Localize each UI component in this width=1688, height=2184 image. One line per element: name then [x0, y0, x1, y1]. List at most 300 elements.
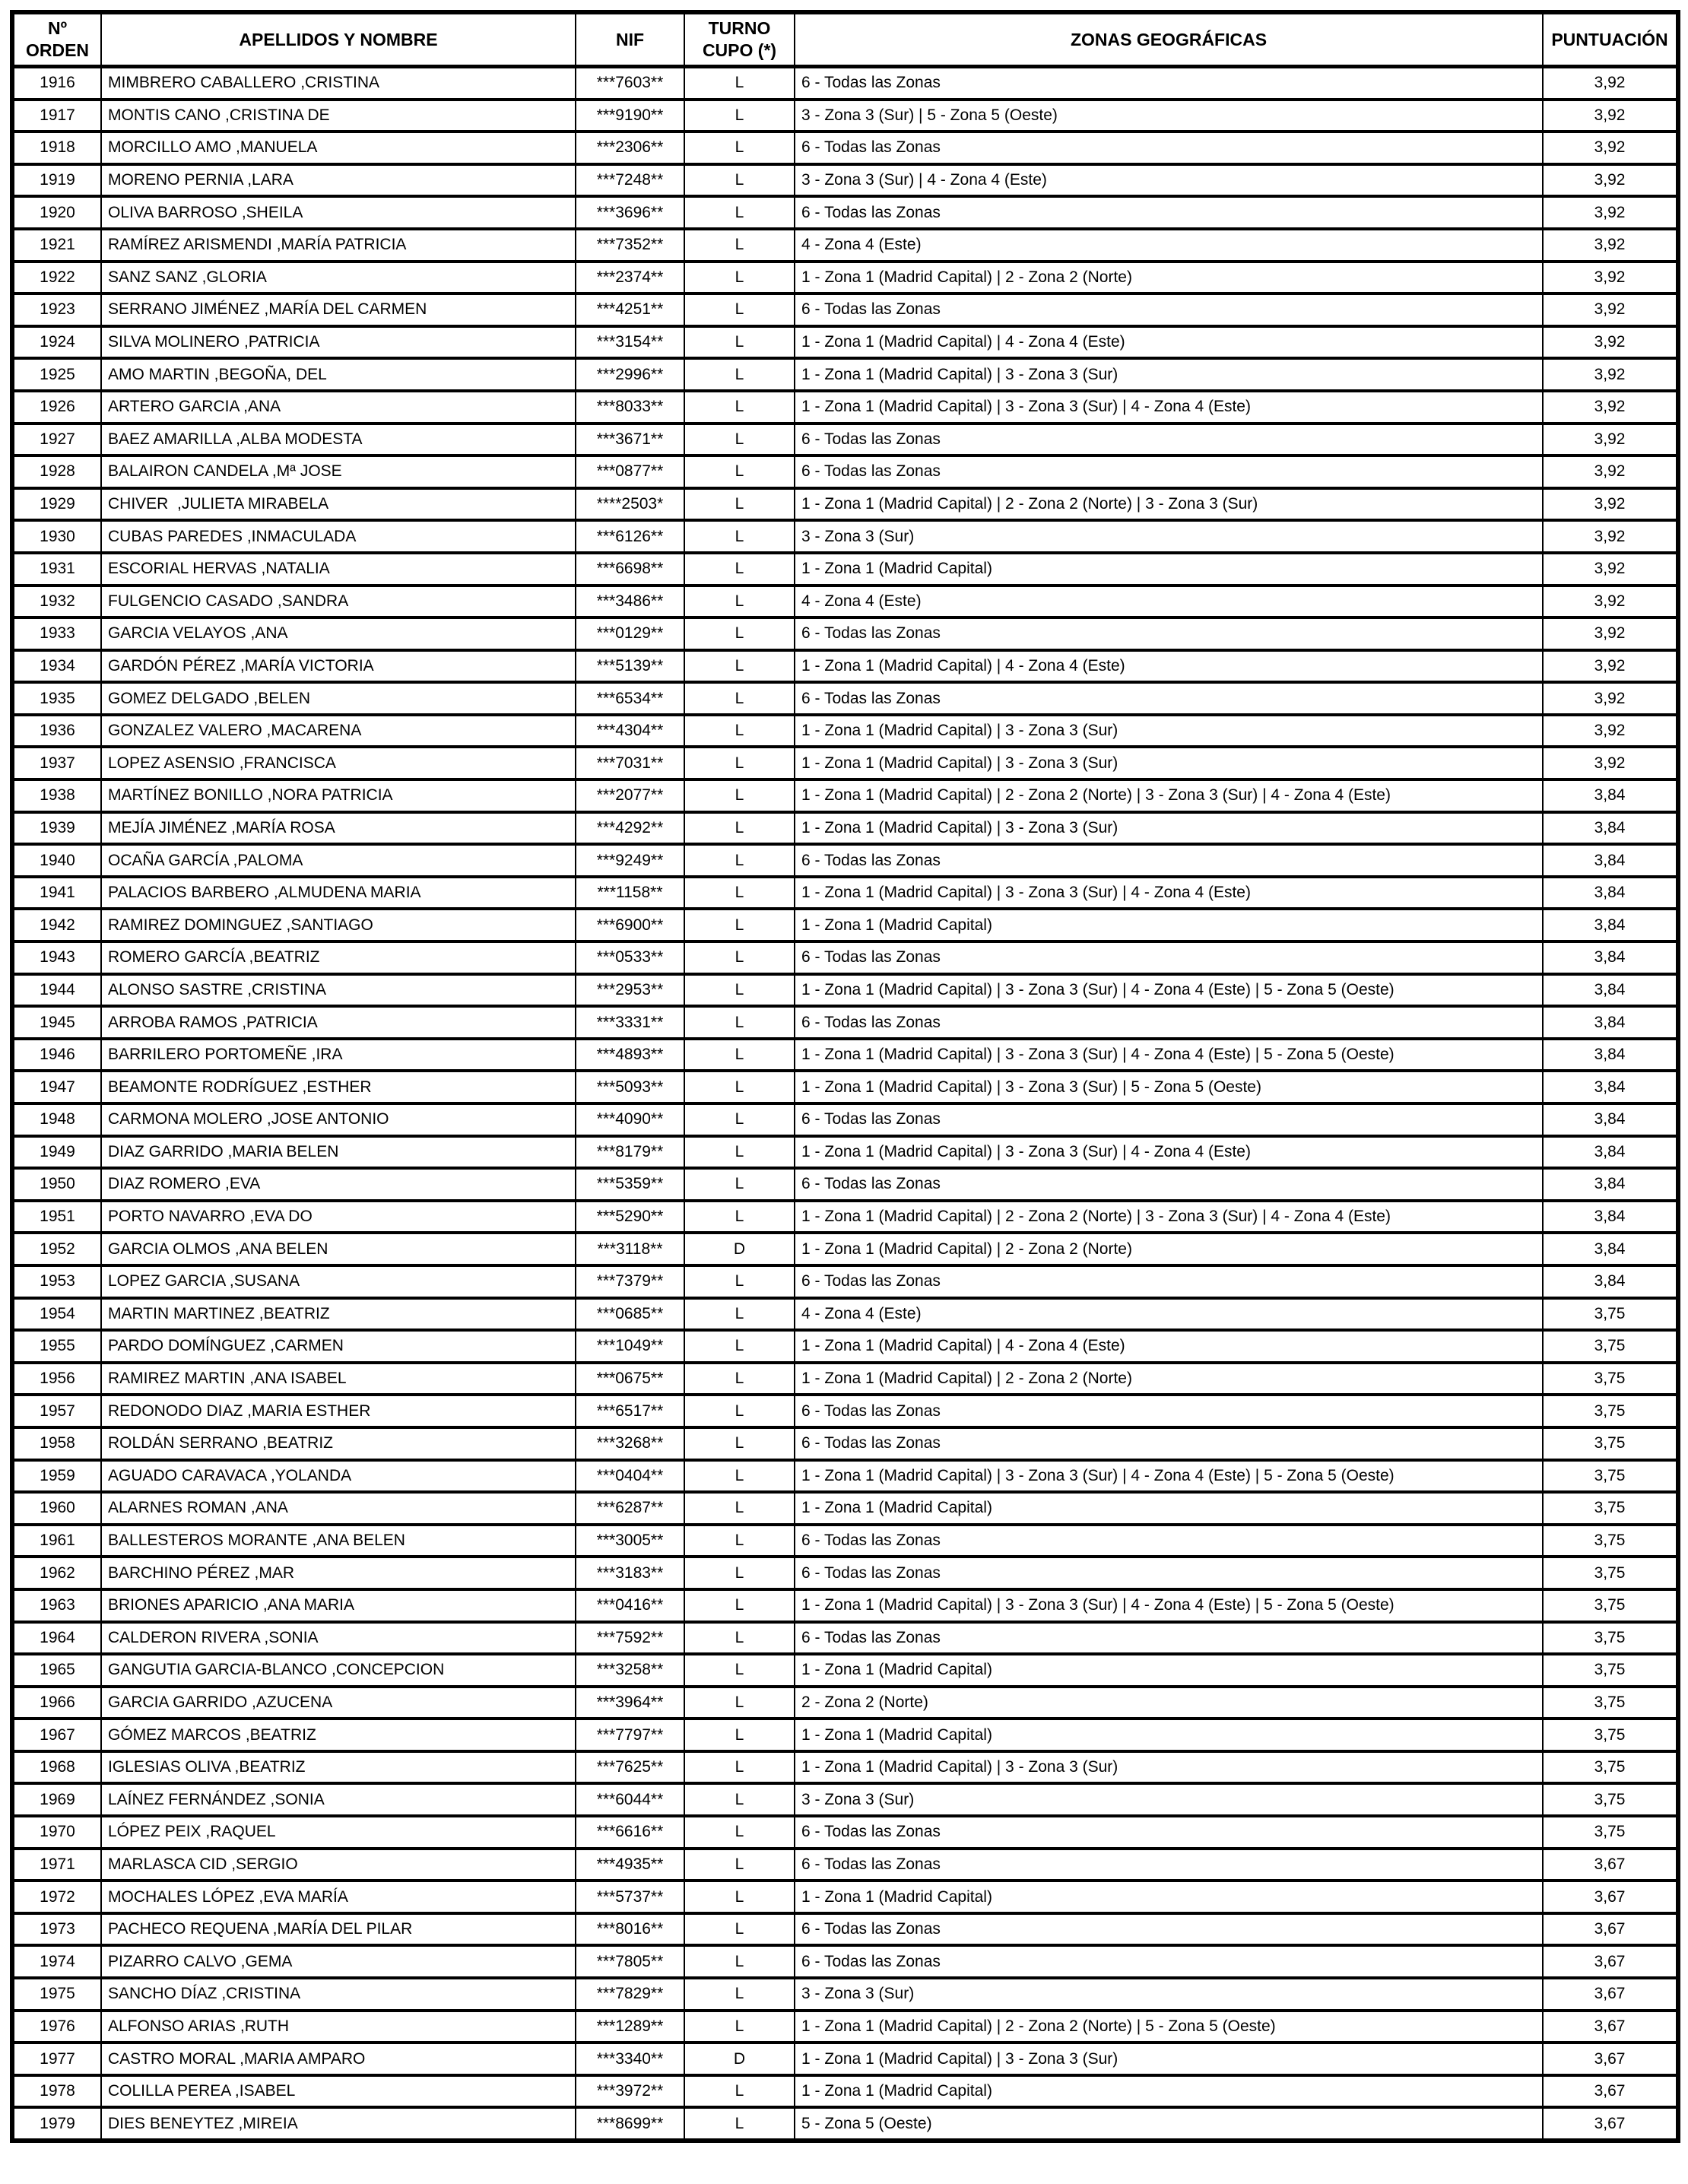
puntuacion-cell: 3,92	[1543, 67, 1678, 100]
order-cell: 1936	[12, 715, 101, 748]
puntuacion-cell: 3,84	[1543, 974, 1678, 1007]
table-row	[12, 1363, 1678, 1395]
nif-cell: ***5093**	[576, 1071, 684, 1103]
zonas-cell: 4 - Zona 4 (Este)	[795, 1298, 1543, 1331]
table-row	[12, 132, 1678, 164]
table-row	[12, 424, 1678, 456]
header-turno	[684, 12, 795, 67]
nif-cell: ***7625**	[576, 1751, 684, 1784]
order-cell: 1946	[12, 1039, 101, 1071]
zonas-cell: 1 - Zona 1 (Madrid Capital)	[795, 1719, 1543, 1751]
puntuacion-cell: 3,75	[1543, 1557, 1678, 1589]
table-row	[12, 1913, 1678, 1946]
table-row	[12, 1978, 1678, 2011]
zonas-cell: 6 - Todas las Zonas	[795, 294, 1543, 326]
order-cell: 1938	[12, 779, 101, 812]
nif-cell: ***3154**	[576, 326, 684, 359]
nif-cell: ***5139**	[576, 650, 684, 683]
nif-cell: ***7379**	[576, 1265, 684, 1298]
name-cell: MARTIN MARTINEZ ,BEATRIZ	[101, 1298, 576, 1331]
nif-cell: ***0416**	[576, 1589, 684, 1622]
puntuacion-cell: 3,75	[1543, 1525, 1678, 1557]
turno-cell: L	[684, 456, 795, 488]
name-cell: FULGENCIO CASADO ,SANDRA	[101, 586, 576, 618]
table-row	[12, 1589, 1678, 1622]
header-turno-line1: TURNO	[708, 18, 771, 39]
zonas-cell: 6 - Todas las Zonas	[795, 1557, 1543, 1589]
name-cell: AGUADO CARAVACA ,YOLANDA	[101, 1460, 576, 1493]
puntuacion-cell: 3,75	[1543, 1654, 1678, 1687]
name-cell: MIMBRERO CABALLERO ,CRISTINA	[101, 67, 576, 100]
turno-cell: L	[684, 2107, 795, 2141]
table-row	[12, 909, 1678, 941]
puntuacion-cell: 3,75	[1543, 1427, 1678, 1460]
zonas-cell: 1 - Zona 1 (Madrid Capital) | 3 - Zona 3 (Sur)	[795, 715, 1543, 748]
nif-cell: ***8699**	[576, 2107, 684, 2141]
nif-cell: ***2077**	[576, 779, 684, 812]
name-cell: CALDERON RIVERA ,SONIA	[101, 1622, 576, 1655]
table-row	[12, 229, 1678, 262]
nif-cell: ***1049**	[576, 1330, 684, 1363]
puntuacion-cell: 3,92	[1543, 617, 1678, 650]
zonas-cell: 1 - Zona 1 (Madrid Capital) | 3 - Zona 3 (Sur)	[795, 2043, 1543, 2075]
puntuacion-cell: 3,75	[1543, 1783, 1678, 1816]
order-cell: 1977	[12, 2043, 101, 2075]
nif-cell: ***7805**	[576, 1945, 684, 1978]
zonas-cell: 1 - Zona 1 (Madrid Capital) | 3 - Zona 3 (Sur) | 4 - Zona 4 (Este)	[795, 1136, 1543, 1169]
table-row	[12, 715, 1678, 748]
name-cell: PALACIOS BARBERO ,ALMUDENA MARIA	[101, 877, 576, 909]
order-cell: 1925	[12, 358, 101, 391]
order-cell: 1967	[12, 1719, 101, 1751]
name-cell: PACHECO REQUENA ,MARÍA DEL PILAR	[101, 1913, 576, 1946]
table-row	[12, 2107, 1678, 2141]
name-cell: DIES BENEYTEZ ,MIREIA	[101, 2107, 576, 2141]
zonas-cell: 6 - Todas las Zonas	[795, 1265, 1543, 1298]
zonas-cell: 6 - Todas las Zonas	[795, 1622, 1543, 1655]
turno-cell: L	[684, 877, 795, 909]
nif-cell: ***9190**	[576, 100, 684, 132]
puntuacion-cell: 3,84	[1543, 1201, 1678, 1233]
name-cell: ALARNES ROMAN ,ANA	[101, 1492, 576, 1525]
name-cell: CASTRO MORAL ,MARIA AMPARO	[101, 2043, 576, 2075]
turno-cell: L	[684, 1881, 795, 1913]
order-cell: 1976	[12, 2011, 101, 2043]
table-row	[12, 164, 1678, 197]
header-turno-line2: CUPO (*)	[702, 40, 777, 60]
order-cell: 1956	[12, 1363, 101, 1395]
nif-cell: ***6698**	[576, 553, 684, 586]
table-row	[12, 1427, 1678, 1460]
zonas-cell: 1 - Zona 1 (Madrid Capital)	[795, 2075, 1543, 2108]
turno-cell: L	[684, 520, 795, 553]
name-cell: MONTIS CANO ,CRISTINA DE	[101, 100, 576, 132]
order-cell: 1969	[12, 1783, 101, 1816]
turno-cell: L	[684, 586, 795, 618]
table-row	[12, 1265, 1678, 1298]
turno-cell: L	[684, 262, 795, 294]
name-cell: OLIVA BARROSO ,SHEILA	[101, 196, 576, 229]
table-row	[12, 1557, 1678, 1589]
order-cell: 1955	[12, 1330, 101, 1363]
name-cell: GARCIA GARRIDO ,AZUCENA	[101, 1687, 576, 1719]
zonas-cell: 6 - Todas las Zonas	[795, 1945, 1543, 1978]
turno-cell: L	[684, 67, 795, 100]
zonas-cell: 1 - Zona 1 (Madrid Capital) | 3 - Zona 3 (Sur)	[795, 1751, 1543, 1784]
table-row	[12, 1945, 1678, 1978]
nif-cell: ***4292**	[576, 812, 684, 845]
turno-cell: L	[684, 358, 795, 391]
turno-cell: L	[684, 1298, 795, 1331]
name-cell: SANCHO DÍAZ ,CRISTINA	[101, 1978, 576, 2011]
table-row	[12, 488, 1678, 521]
name-cell: DIAZ GARRIDO ,MARIA BELEN	[101, 1136, 576, 1169]
nif-cell: ***0129**	[576, 617, 684, 650]
order-cell: 1952	[12, 1233, 101, 1265]
zonas-cell: 6 - Todas las Zonas	[795, 941, 1543, 974]
turno-cell: L	[684, 1071, 795, 1103]
table-row	[12, 294, 1678, 326]
nif-cell: ***6534**	[576, 682, 684, 715]
name-cell: MARTÍNEZ BONILLO ,NORA PATRICIA	[101, 779, 576, 812]
order-cell: 1971	[12, 1849, 101, 1881]
puntuacion-cell: 3,92	[1543, 132, 1678, 164]
order-cell: 1948	[12, 1103, 101, 1136]
order-cell: 1974	[12, 1945, 101, 1978]
order-cell: 1933	[12, 617, 101, 650]
order-cell: 1950	[12, 1168, 101, 1201]
nif-cell: ***7031**	[576, 747, 684, 779]
nif-cell: ***7829**	[576, 1978, 684, 2011]
turno-cell: L	[684, 1654, 795, 1687]
order-cell: 1918	[12, 132, 101, 164]
nif-cell: ***4304**	[576, 715, 684, 748]
turno-cell: L	[684, 1978, 795, 2011]
order-cell: 1941	[12, 877, 101, 909]
puntuacion-cell: 3,84	[1543, 1168, 1678, 1201]
zonas-cell: 4 - Zona 4 (Este)	[795, 229, 1543, 262]
zonas-cell: 6 - Todas las Zonas	[795, 1849, 1543, 1881]
name-cell: MOCHALES LÓPEZ ,EVA MARÍA	[101, 1881, 576, 1913]
nif-cell: ***6044**	[576, 1783, 684, 1816]
puntuacion-cell: 3,92	[1543, 326, 1678, 359]
table-row	[12, 326, 1678, 359]
zonas-cell: 1 - Zona 1 (Madrid Capital) | 3 - Zona 3 (Sur) | 4 - Zona 4 (Este) | 5 - Zona 5 (Oeste)	[795, 974, 1543, 1007]
turno-cell: L	[684, 779, 795, 812]
zonas-cell: 1 - Zona 1 (Madrid Capital) | 3 - Zona 3 (Sur) | 4 - Zona 4 (Este)	[795, 877, 1543, 909]
order-cell: 1934	[12, 650, 101, 683]
table-row	[12, 100, 1678, 132]
turno-cell: L	[684, 715, 795, 748]
name-cell: LOPEZ GARCIA ,SUSANA	[101, 1265, 576, 1298]
zonas-cell: 6 - Todas las Zonas	[795, 1525, 1543, 1557]
puntuacion-cell: 3,92	[1543, 553, 1678, 586]
nif-cell: ***7248**	[576, 164, 684, 197]
table-row	[12, 1201, 1678, 1233]
turno-cell: L	[684, 326, 795, 359]
order-cell: 1928	[12, 456, 101, 488]
table-row	[12, 1525, 1678, 1557]
order-cell: 1973	[12, 1913, 101, 1946]
name-cell: BALAIRON CANDELA ,Mª JOSE	[101, 456, 576, 488]
table-row	[12, 2043, 1678, 2075]
name-cell: PARDO DOMÍNGUEZ ,CARMEN	[101, 1330, 576, 1363]
turno-cell: L	[684, 424, 795, 456]
name-cell: ESCORIAL HERVAS ,NATALIA	[101, 553, 576, 586]
puntuacion-cell: 3,75	[1543, 1719, 1678, 1751]
nif-cell: ***2953**	[576, 974, 684, 1007]
puntuacion-cell: 3,67	[1543, 2075, 1678, 2108]
turno-cell: L	[684, 1330, 795, 1363]
puntuacion-cell: 3,92	[1543, 100, 1678, 132]
table-row	[12, 2011, 1678, 2043]
name-cell: LÓPEZ PEIX ,RAQUEL	[101, 1816, 576, 1849]
order-cell: 1966	[12, 1687, 101, 1719]
name-cell: ALFONSO ARIAS ,RUTH	[101, 2011, 576, 2043]
zonas-cell: 6 - Todas las Zonas	[795, 1103, 1543, 1136]
puntuacion-cell: 3,75	[1543, 1589, 1678, 1622]
puntuacion-cell: 3,84	[1543, 909, 1678, 941]
puntuacion-cell: 3,84	[1543, 844, 1678, 877]
turno-cell: D	[684, 2043, 795, 2075]
turno-cell: L	[684, 553, 795, 586]
nif-cell: ***4251**	[576, 294, 684, 326]
table-row	[12, 1395, 1678, 1427]
turno-cell: L	[684, 747, 795, 779]
nif-cell: ***4935**	[576, 1849, 684, 1881]
table-row	[12, 747, 1678, 779]
order-cell: 1930	[12, 520, 101, 553]
zonas-cell: 1 - Zona 1 (Madrid Capital) | 2 - Zona 2 (Norte)	[795, 1233, 1543, 1265]
order-cell: 1960	[12, 1492, 101, 1525]
turno-cell: L	[684, 1168, 795, 1201]
name-cell: ALONSO SASTRE ,CRISTINA	[101, 974, 576, 1007]
turno-cell: L	[684, 1589, 795, 1622]
table-row	[12, 1751, 1678, 1784]
table-row	[12, 1816, 1678, 1849]
table-row	[12, 617, 1678, 650]
zonas-cell: 6 - Todas las Zonas	[795, 196, 1543, 229]
nif-cell: ***4090**	[576, 1103, 684, 1136]
order-cell: 1919	[12, 164, 101, 197]
order-cell: 1943	[12, 941, 101, 974]
zonas-cell: 6 - Todas las Zonas	[795, 1168, 1543, 1201]
table-row	[12, 1103, 1678, 1136]
order-cell: 1920	[12, 196, 101, 229]
puntuacion-cell: 3,84	[1543, 941, 1678, 974]
name-cell: SILVA MOLINERO ,PATRICIA	[101, 326, 576, 359]
name-cell: GOMEZ DELGADO ,BELEN	[101, 682, 576, 715]
order-cell: 1939	[12, 812, 101, 845]
zonas-cell: 6 - Todas las Zonas	[795, 682, 1543, 715]
order-cell: 1949	[12, 1136, 101, 1169]
table-row	[12, 1136, 1678, 1169]
puntuacion-cell: 3,67	[1543, 1913, 1678, 1946]
zonas-cell: 6 - Todas las Zonas	[795, 617, 1543, 650]
turno-cell: L	[684, 1265, 795, 1298]
table-row	[12, 1687, 1678, 1719]
nif-cell: ***6900**	[576, 909, 684, 941]
turno-cell: L	[684, 100, 795, 132]
order-cell: 1978	[12, 2075, 101, 2108]
zonas-cell: 1 - Zona 1 (Madrid Capital)	[795, 1654, 1543, 1687]
puntuacion-cell: 3,67	[1543, 1849, 1678, 1881]
puntuacion-cell: 3,75	[1543, 1460, 1678, 1493]
nif-cell: ***3331**	[576, 1006, 684, 1039]
turno-cell: L	[684, 1492, 795, 1525]
table-row	[12, 67, 1678, 100]
turno-cell: L	[684, 2011, 795, 2043]
order-cell: 1957	[12, 1395, 101, 1427]
puntuacion-cell: 3,92	[1543, 164, 1678, 197]
nif-cell: ***0533**	[576, 941, 684, 974]
zonas-cell: 6 - Todas las Zonas	[795, 456, 1543, 488]
puntuacion-cell: 3,84	[1543, 1136, 1678, 1169]
turno-cell: L	[684, 617, 795, 650]
nif-cell: ***1289**	[576, 2011, 684, 2043]
nif-cell: ***8033**	[576, 391, 684, 424]
nif-cell: ***0675**	[576, 1363, 684, 1395]
header-order	[12, 12, 101, 67]
puntuacion-cell: 3,92	[1543, 747, 1678, 779]
turno-cell: L	[684, 1719, 795, 1751]
nif-cell: ***0404**	[576, 1460, 684, 1493]
header-row	[12, 12, 1678, 67]
puntuacion-cell: 3,75	[1543, 1751, 1678, 1784]
table-row	[12, 1460, 1678, 1493]
zonas-cell: 1 - Zona 1 (Madrid Capital) | 2 - Zona 2 (Norte) | 3 - Zona 3 (Sur) | 4 - Zona 4 (Este)	[795, 779, 1543, 812]
table-row	[12, 1071, 1678, 1103]
turno-cell: L	[684, 650, 795, 683]
turno-cell: L	[684, 1557, 795, 1589]
turno-cell: L	[684, 1751, 795, 1784]
turno-cell: D	[684, 1233, 795, 1265]
table-row	[12, 844, 1678, 877]
puntuacion-cell: 3,75	[1543, 1363, 1678, 1395]
puntuacion-cell: 3,92	[1543, 358, 1678, 391]
zonas-cell: 3 - Zona 3 (Sur)	[795, 520, 1543, 553]
name-cell: REDONODO DIAZ ,MARIA ESTHER	[101, 1395, 576, 1427]
nif-cell: ****2503*	[576, 488, 684, 521]
order-cell: 1947	[12, 1071, 101, 1103]
nif-cell: ***5737**	[576, 1881, 684, 1913]
zonas-cell: 6 - Todas las Zonas	[795, 1395, 1543, 1427]
table-row	[12, 1622, 1678, 1655]
header-order-line1: Nº	[47, 18, 67, 39]
turno-cell: L	[684, 844, 795, 877]
name-cell: MEJÍA JIMÉNEZ ,MARÍA ROSA	[101, 812, 576, 845]
order-cell: 1970	[12, 1816, 101, 1849]
puntuacion-cell: 3,75	[1543, 1622, 1678, 1655]
nif-cell: ***0877**	[576, 456, 684, 488]
puntuacion-cell: 3,92	[1543, 196, 1678, 229]
name-cell: OCAÑA GARCÍA ,PALOMA	[101, 844, 576, 877]
name-cell: ARROBA RAMOS ,PATRICIA	[101, 1006, 576, 1039]
table-row	[12, 1492, 1678, 1525]
turno-cell: L	[684, 1783, 795, 1816]
zonas-cell: 1 - Zona 1 (Madrid Capital) | 3 - Zona 3 (Sur)	[795, 747, 1543, 779]
name-cell: ARTERO GARCIA ,ANA	[101, 391, 576, 424]
puntuacion-cell: 3,67	[1543, 2011, 1678, 2043]
puntuacion-cell: 3,92	[1543, 262, 1678, 294]
name-cell: BARRILERO PORTOMEÑE ,IRA	[101, 1039, 576, 1071]
puntuacion-cell: 3,92	[1543, 391, 1678, 424]
name-cell: CHIVER ,JULIETA MIRABELA	[101, 488, 576, 521]
turno-cell: L	[684, 1945, 795, 1978]
order-cell: 1924	[12, 326, 101, 359]
name-cell: PORTO NAVARRO ,EVA DO	[101, 1201, 576, 1233]
candidates-table	[10, 10, 1680, 2143]
order-cell: 1979	[12, 2107, 101, 2141]
order-cell: 1922	[12, 262, 101, 294]
name-cell: BARCHINO PÉREZ ,MAR	[101, 1557, 576, 1589]
name-cell: ROMERO GARCÍA ,BEATRIZ	[101, 941, 576, 974]
turno-cell: L	[684, 1363, 795, 1395]
name-cell: IGLESIAS OLIVA ,BEATRIZ	[101, 1751, 576, 1784]
order-cell: 1942	[12, 909, 101, 941]
zonas-cell: 1 - Zona 1 (Madrid Capital) | 3 - Zona 3 (Sur) | 4 - Zona 4 (Este) | 5 - Zona 5 (Oeste)	[795, 1589, 1543, 1622]
puntuacion-cell: 3,92	[1543, 294, 1678, 326]
table-body	[12, 67, 1678, 2141]
name-cell: GARCIA OLMOS ,ANA BELEN	[101, 1233, 576, 1265]
header-puntuacion: PUNTUACIÓN	[1543, 12, 1678, 67]
puntuacion-cell: 3,67	[1543, 2107, 1678, 2141]
puntuacion-cell: 3,75	[1543, 1330, 1678, 1363]
turno-cell: L	[684, 812, 795, 845]
table-row	[12, 1783, 1678, 1816]
name-cell: LOPEZ ASENSIO ,FRANCISCA	[101, 747, 576, 779]
turno-cell: L	[684, 164, 795, 197]
zonas-cell: 1 - Zona 1 (Madrid Capital) | 4 - Zona 4 (Este)	[795, 1330, 1543, 1363]
name-cell: MORENO PERNIA ,LARA	[101, 164, 576, 197]
name-cell: GÓMEZ MARCOS ,BEATRIZ	[101, 1719, 576, 1751]
puntuacion-cell: 3,92	[1543, 586, 1678, 618]
puntuacion-cell: 3,92	[1543, 682, 1678, 715]
turno-cell: L	[684, 1687, 795, 1719]
zonas-cell: 3 - Zona 3 (Sur)	[795, 1978, 1543, 2011]
name-cell: AMO MARTIN ,BEGOÑA, DEL	[101, 358, 576, 391]
table-row	[12, 682, 1678, 715]
nif-cell: ***1158**	[576, 877, 684, 909]
puntuacion-cell: 3,84	[1543, 877, 1678, 909]
name-cell: CUBAS PAREDES ,INMACULADA	[101, 520, 576, 553]
turno-cell: L	[684, 1136, 795, 1169]
puntuacion-cell: 3,75	[1543, 1687, 1678, 1719]
zonas-cell: 2 - Zona 2 (Norte)	[795, 1687, 1543, 1719]
order-cell: 1916	[12, 67, 101, 100]
nif-cell: ***3258**	[576, 1654, 684, 1687]
nif-cell: ***7603**	[576, 67, 684, 100]
order-cell: 1965	[12, 1654, 101, 1687]
puntuacion-cell: 3,84	[1543, 812, 1678, 845]
order-cell: 1958	[12, 1427, 101, 1460]
nif-cell: ***3118**	[576, 1233, 684, 1265]
header-order-line2: ORDEN	[25, 40, 90, 60]
table-row	[12, 1298, 1678, 1331]
nif-cell: ***3183**	[576, 1557, 684, 1589]
zonas-cell: 1 - Zona 1 (Madrid Capital) | 2 - Zona 2 (Norte) | 3 - Zona 3 (Sur)	[795, 488, 1543, 521]
table-row	[12, 1654, 1678, 1687]
order-cell: 1937	[12, 747, 101, 779]
zonas-cell: 1 - Zona 1 (Madrid Capital)	[795, 1881, 1543, 1913]
zonas-cell: 1 - Zona 1 (Madrid Capital)	[795, 909, 1543, 941]
puntuacion-cell: 3,84	[1543, 1071, 1678, 1103]
zonas-cell: 1 - Zona 1 (Madrid Capital)	[795, 1492, 1543, 1525]
turno-cell: L	[684, 196, 795, 229]
table-row	[12, 2075, 1678, 2108]
name-cell: SERRANO JIMÉNEZ ,MARÍA DEL CARMEN	[101, 294, 576, 326]
turno-cell: L	[684, 1201, 795, 1233]
